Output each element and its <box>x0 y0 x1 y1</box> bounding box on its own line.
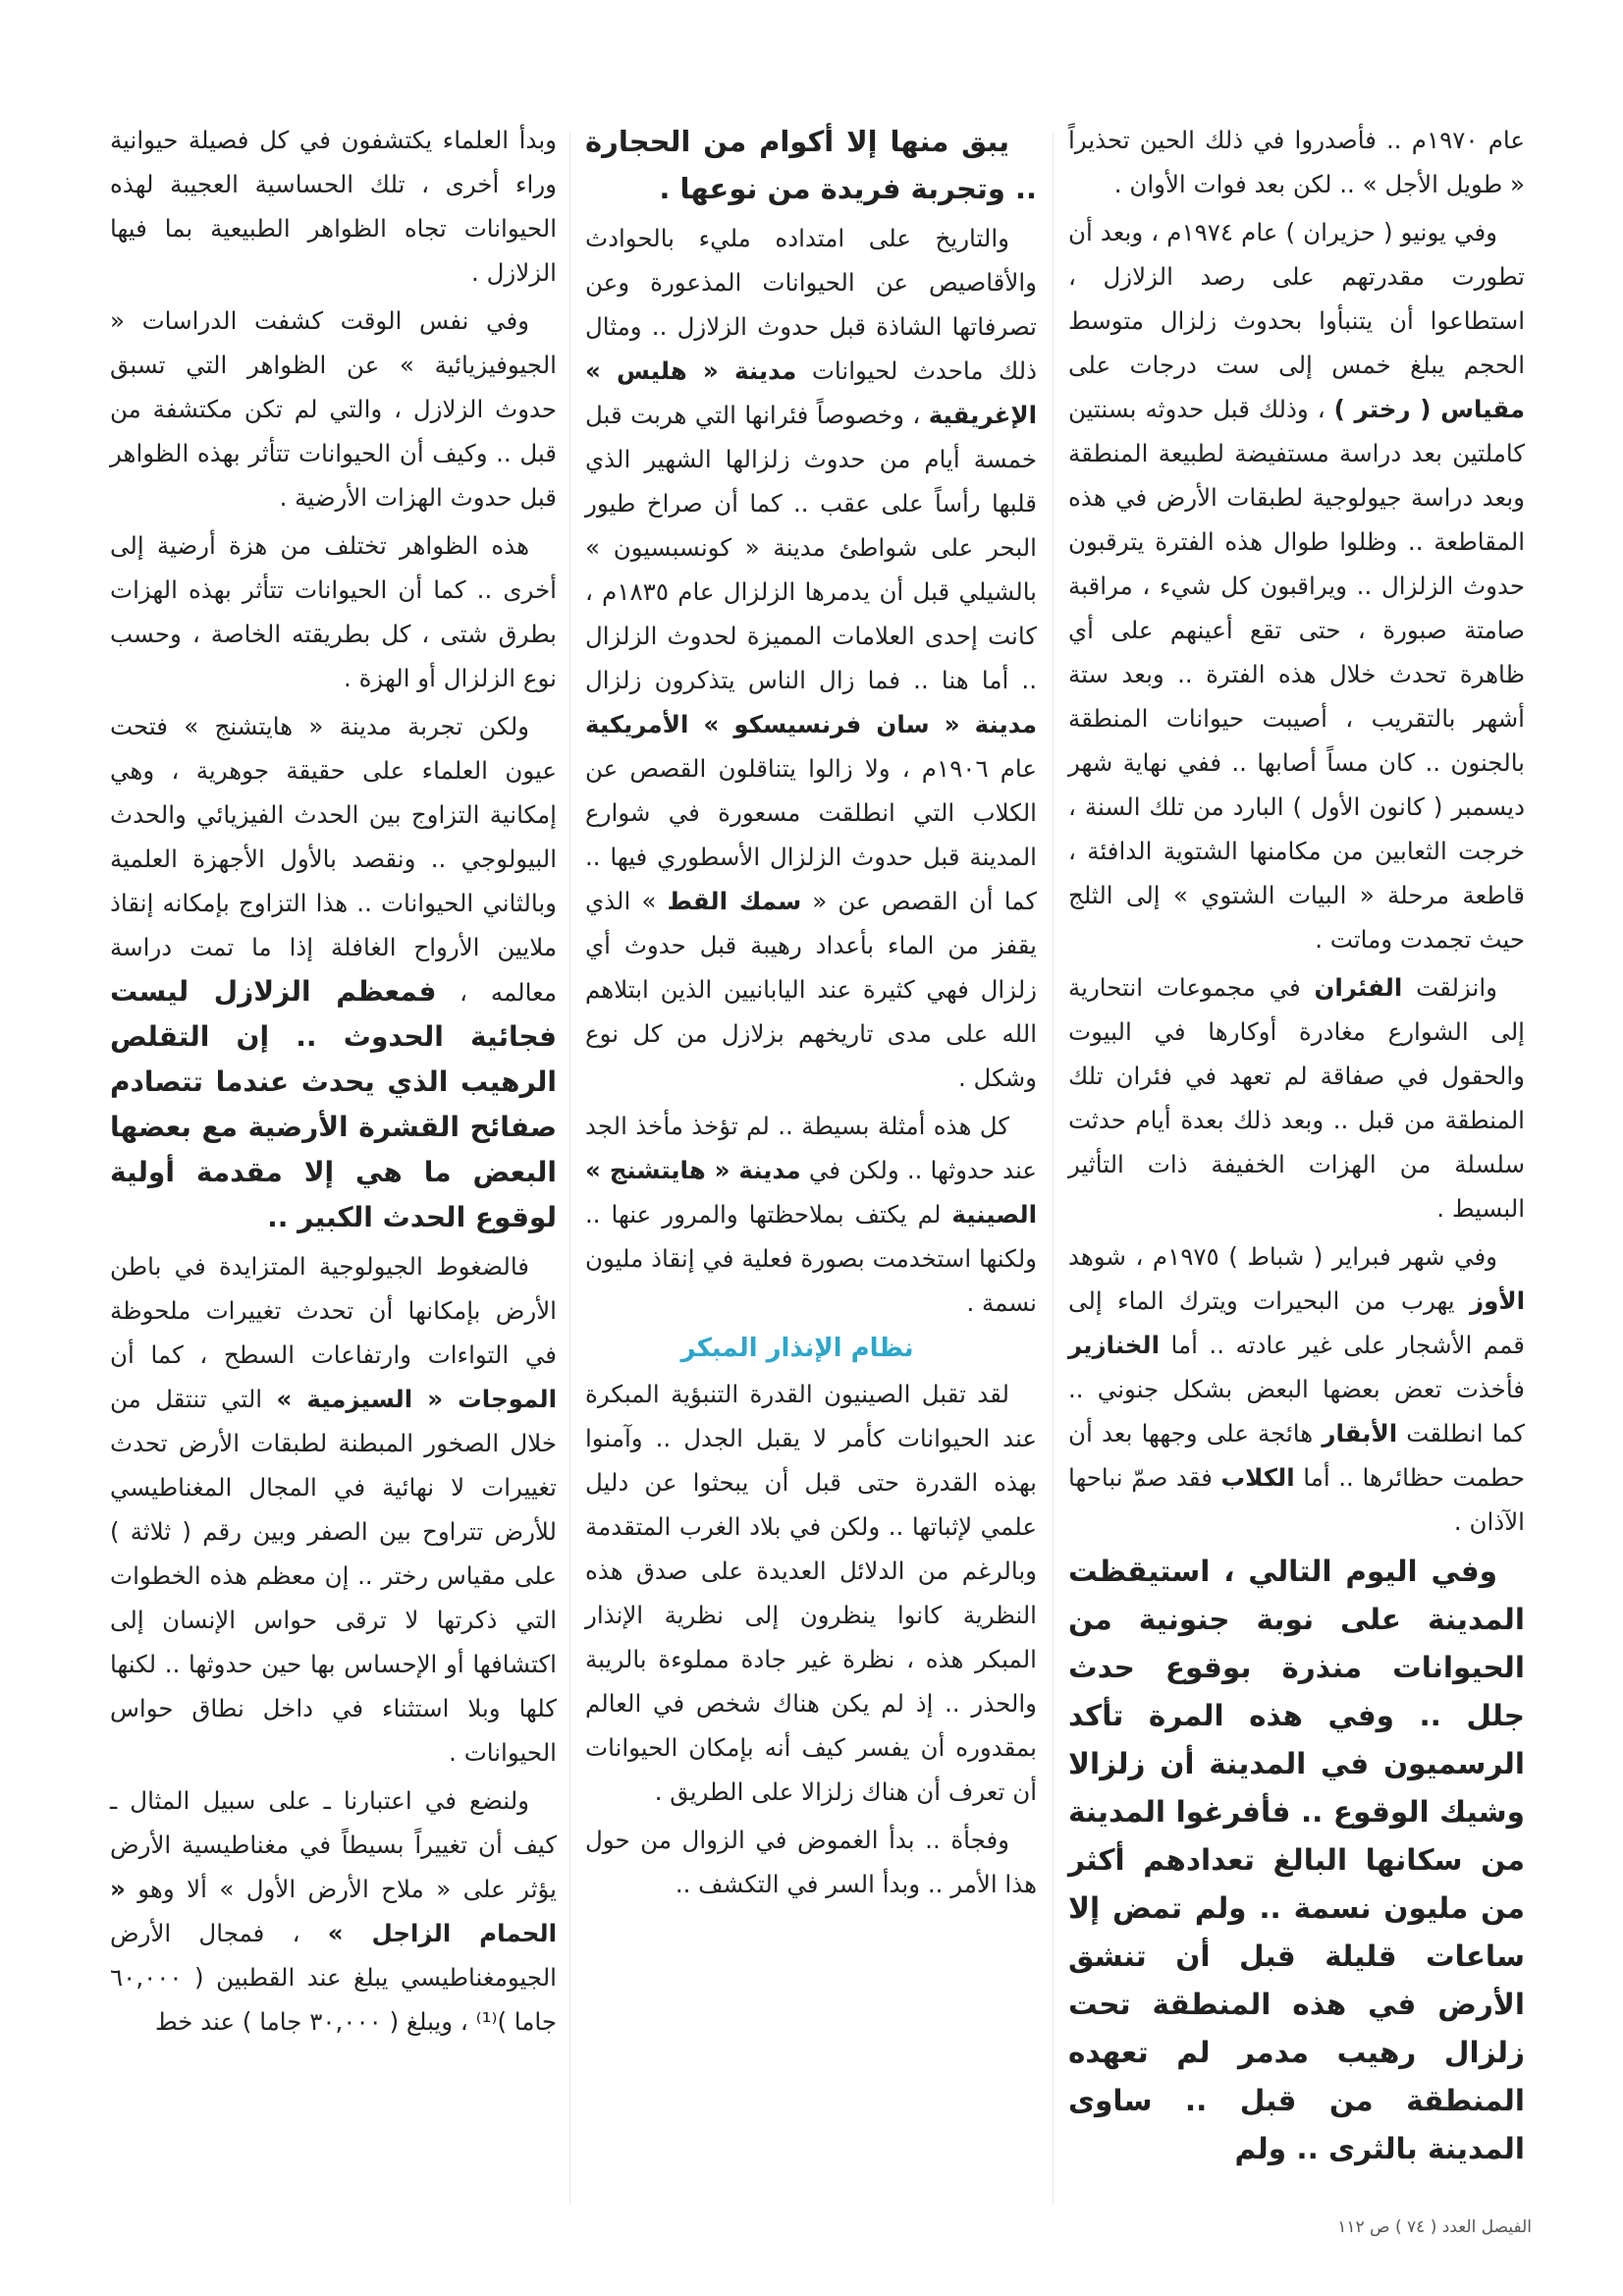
paragraph: هذه الظواهر تختلف من هزة أرضية إلى أخرى .. كما أن الحيوانات تتأثر بهذه الهزات بطرق شتى ، كل بطريقته الخاصة ، وحسب نوع الزلزال أو الهزة . <box>110 531 557 692</box>
paragraph: عام ١٩٧٠م .. فأصدروا في ذلك الحين تحذيراً « طويل الأجل » .. لكن بعد فوات الأوان . <box>1068 126 1525 198</box>
paragraph: لقد تقبل الصينيون القدرة التنبؤية المبكرة عند الحيوانات كأمر لا يقبل الجدل .. وآمنوا بهذه القدرة حتى قبل أن يبحثوا عن دليل علمي لإثباتها .. ولكن في بلاد الغرب المتقدمة وبالرغم من الدلائل العديدة على صدق هذه النظرية كانوا ينظرون إلى نظرية الإنذار المبكر هذه ، نظرة غير جادة مملوءة بالريبة والحذر .. إذ لم يكن هناك شخص في العالم بمقدوره أن يفسر كيف أنه بإمكان الحيوانات أن تعرف أن هناك زلزالا على الطريق . <box>585 1380 1037 1806</box>
paragraph: وفي نفس الوقت كشفت الدراسات « الجيوفيزيائية » عن الظواهر التي تسبق حدوث الزلازل ، والتي لم تكن مكتشفة من قبل .. وكيف أن الحيوانات تتأثر بهذه الظواهر قبل حدوث الهزات الأرضية . <box>110 306 557 512</box>
paragraph: ولكن تجربة مدينة « هايتشنج » فتحت عيون العلماء على حقيقة جوهرية ، وهي إمكانية التزاوج بين الحدث الفيزيائي والحدث البيولوجي .. ونقصد بالأول الأجهزة العلمية وبالثاني الحيوانات .. هذا التزاوج بإمكانه إنقاذ ملايين الأرواح الغافلة إذا ما تمت دراسة معالمه ، فمعظم الزلازل ليست فجائية الحدوث .. إن التقلص الرهيب الذي يحدث عندما تتصادم صفائح القشرة الأرضية مع بعضها البعض ما هي إلا مقدمة أولية لوقوع الحدث الكبير .. <box>110 712 557 1233</box>
paragraph: وفجأة .. بدأ الغموض في الزوال من حول هذا الأمر .. وبدأ السر في التكشف .. <box>585 1826 1037 1898</box>
paragraph: ولنضع في اعتبارنا ـ على سبيل المثال ـ كيف أن تغييراً بسيطاً في مغناطيسية الأرض يؤثر على « ملاح الأرض الأول » ألا وهو « الحمام الزاجل » ، فمجال الأرض الجيومغناطيسي يبلغ عند القطبين ( ٦٠,٠٠٠ جاما )⁽¹⁾ ، ويبلغ ( ٣٠,٠٠٠ جاما ) عند خط <box>110 1786 558 2036</box>
column-divider <box>569 133 570 2205</box>
column-divider <box>1053 133 1054 2205</box>
paragraph: فالضغوط الجيولوجية المتزايدة في باطن الأرض بإمكانها أن تحدث تغييرات ملحوظة في التواءات وارتفاعات السطح ، كما أن الموجات « السيزمية » التي تنتقل من خلال الصخور المبطنة لطبقات الأرض تحدث تغييرات لا نهائية في المجال المغناطيسي للأرض تتراوح بين الصفر وبين رقم ( ثلاثة ) على مقياس رختر .. إن معظم هذه الخطوات التي ذكرتها لا ترقى حواس الإنسان إلى اكتشافها أو الإحساس بها حين حدوثها .. لكنها كلها وبلا استثناء في داخل نطاق حواس الحيوانات . <box>110 1252 557 1767</box>
bold-paragraph: وفي اليوم التالي ، استيقظت المدينة على نوبة جنونية من الحيوانات منذرة بوقوع حدث جلل .. وفي هذه المرة تأكد الرسميون في المدينة أن زلزالا وشيك الوقوع .. فأفرغوا المدينة من سكانها البالغ تعدادهم أكثر من مليون نسمة .. ولم تمض إلا ساعات قليلة قبل أن تنشق الأرض في هذه المنطقة تحت زلزال رهيب مدمر لم تعهده المنطقة من قبل .. ساوى المدينة بالثرى .. ولم <box>1068 1555 1525 2165</box>
paragraph: وفي يونيو ( حزيران ) عام ١٩٧٤م ، وبعد أن تطورت مقدرتهم على رصد الزلازل ، استطاعوا أن يتنبأوا بحدوث زلزال متوسط الحجم يبلغ خمس إلى ست درجات على مقياس ( رختر ) ، وذلك قبل حدوثه بسنتين كاملتين بعد دراسة مستفيضة لطبيعة المنطقة وبعد دراسة جيولوجية لطبقات الأرض في هذه المقاطعة .. وظلوا طوال هذه الفترة يترقبون حدوث الزلزال .. ويراقبون كل شيء ، مراقبة صامتة صبورة ، حتى تقع أعينهم على أي ظاهرة تحدث خلال هذه الفترة .. وبعد ستة أشهر بالتقريب ، أصيبت حيوانات المنطقة بالجنون .. كان مساً أصابها .. ففي نهاية شهر ديسمبر ( كانون الأول ) البارد من تلك السنة ، خرجت الثعابين من مكامنها الشتوية الدافئة ، قاطعة مرحلة « البيات الشتوي » إلى الثلج حيث تجمدت وماتت . <box>1068 218 1525 954</box>
paragraph: والتاريخ على امتداده مليء بالحوادث والأقاصيص عن الحيوانات المذعورة وعن تصرفاتها الشاذة قبل حدوث الزلازل .. ومثال ذلك ماحدث لحيوانات مدينة « هليس » الإغريقية ، وخصوصاً فئرانها التي هربت قبل خمسة أيام من حدوث زلزالها الشهير الذي قلبها رأساً على عقب .. كما أن صراخ طيور البحر على شواطئ مدينة « كونسبسيون » بالشيلي قبل أن يدمرها الزلزال عام ١٨٣٥م ، كانت إحدى العلامات المميزة لحدوث الزلزال .. أما هنا .. فما زال الناس يتذكرون زلزال مدينة « سان فرنسيسكو » الأمريكية عام ١٩٠٦م ، ولا زالوا يتناقلون القصص عن الكلاب التي انطلقت مسعورة في شوارع المدينة قبل حدوث الزلزال الأسطوري فيها .. كما أن القصص عن « سمك القط » الذي يقفز من الماء بأعداد رهيبة قبل حدوث أي زلزال فهي كثيرة عند اليابانيين الذين ابتلاهم الله على مدى تاريخهم بزلازل من كل نوع وشكل . <box>585 224 1038 1092</box>
left-column <box>110 118 557 2048</box>
paragraph: وفي شهر فبراير ( شباط ) ١٩٧٥م ، شوهد الأوز يهرب من البحيرات ويترك الماء إلى قمم الأشجار على غير عادته .. أما الخنازير فأخذت تعض بعضها البعض بشكل جنوني .. كما انطلقت الأبقار هائجة على وجهها بعد أن حطمت حظائرها .. أما الكلاب فقد صمّ نباحها الآذان . <box>1068 1242 1525 1536</box>
paragraph: وبدأ العلماء يكتشفون في كل فصيلة حيوانية وراء أخرى ، تلك الحساسية العجيبة لهذه الحيوانات تجاه الظواهر الطبيعية بما فيها الزلازل . <box>110 126 557 287</box>
headline: يبق منها إلا أكوام من الحجارة .. وتجربة فريدة من نوعها . <box>585 125 1037 205</box>
page-footer: الفيصل العدد ( ٧٤ ) ص ١١٢ <box>1337 2217 1532 2237</box>
right-column <box>1068 118 1525 2177</box>
section-subheading: نظام الإنذار المبكر <box>680 1334 914 1363</box>
paragraph: وانزلقت الفئران في مجموعات انتحارية إلى الشوارع مغادرة أوكارها في البيوت والحقول في صفاقة لم تعهد في فئران تلك المنطقة من قبل .. وبعد ذلك بعدة أيام حدثت سلسلة من الهزات الخفيفة ذات التأثير البسيط . <box>1068 973 1525 1223</box>
paragraph: كل هذه أمثلة بسيطة .. لم تؤخذ مأخذ الجد عند حدوثها .. ولكن في مدينة « هايتشنج » الصينية لم يكتف بملاحظتها والمرور عنها .. ولكنها استخدمت بصورة فعلية في إنقاذ مليون نسمة . <box>585 1112 1037 1317</box>
middle-column <box>585 118 1037 1910</box>
